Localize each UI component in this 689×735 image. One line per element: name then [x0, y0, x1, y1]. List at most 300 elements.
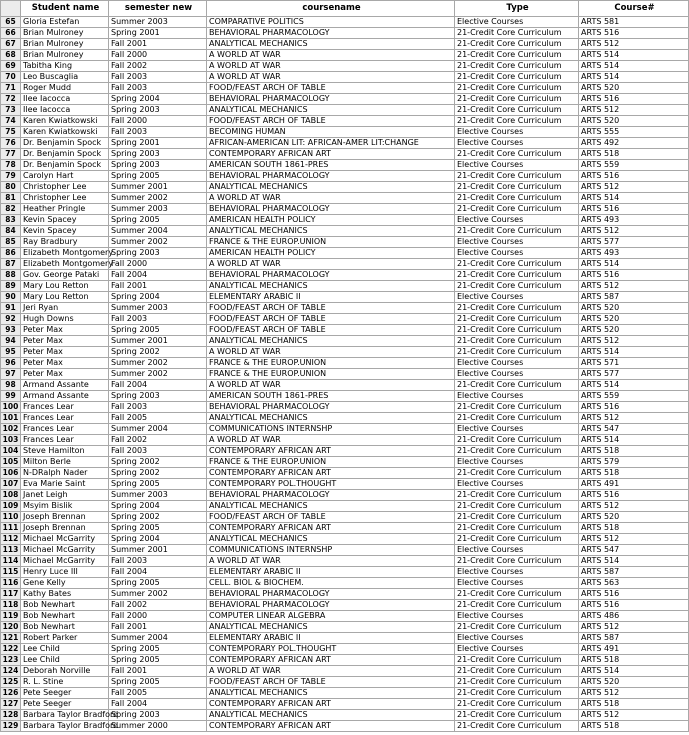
student-name-cell[interactable]: Christopher Lee: [21, 182, 109, 193]
course-number-cell[interactable]: ARTS 518: [579, 699, 689, 710]
type-cell[interactable]: 21-Credit Core Curriculum: [455, 556, 579, 567]
type-cell[interactable]: 21-Credit Core Curriculum: [455, 61, 579, 72]
course-number-cell[interactable]: ARTS 512: [579, 622, 689, 633]
row-number[interactable]: 67: [1, 39, 21, 50]
student-name-cell[interactable]: Michael McGarrity: [21, 556, 109, 567]
type-cell[interactable]: Elective Courses: [455, 127, 579, 138]
course-number-cell[interactable]: ARTS 559: [579, 160, 689, 171]
student-name-cell[interactable]: Bob Newhart: [21, 622, 109, 633]
type-cell[interactable]: 21-Credit Core Curriculum: [455, 655, 579, 666]
student-name-cell[interactable]: R. L. Stine: [21, 677, 109, 688]
course-number-cell[interactable]: ARTS 512: [579, 39, 689, 50]
type-cell[interactable]: Elective Courses: [455, 138, 579, 149]
semester-cell[interactable]: Summer 2003: [109, 303, 207, 314]
coursename-cell[interactable]: BEHAVIORAL PHARMACOLOGY: [207, 204, 455, 215]
course-number-cell[interactable]: ARTS 514: [579, 50, 689, 61]
type-cell[interactable]: 21-Credit Core Curriculum: [455, 204, 579, 215]
course-number-cell[interactable]: ARTS 512: [579, 501, 689, 512]
row-number[interactable]: 72: [1, 94, 21, 105]
semester-cell[interactable]: Spring 2003: [109, 105, 207, 116]
coursename-cell[interactable]: ANALYTICAL MECHANICS: [207, 688, 455, 699]
semester-cell[interactable]: Spring 2005: [109, 171, 207, 182]
coursename-cell[interactable]: COMMUNICATIONS INTERNSHP: [207, 545, 455, 556]
course-number-cell[interactable]: ARTS 512: [579, 710, 689, 721]
course-number-cell[interactable]: ARTS 514: [579, 193, 689, 204]
course-number-cell[interactable]: ARTS 491: [579, 644, 689, 655]
semester-cell[interactable]: Summer 2004: [109, 633, 207, 644]
type-cell[interactable]: 21-Credit Core Curriculum: [455, 72, 579, 83]
course-number-cell[interactable]: ARTS 547: [579, 424, 689, 435]
course-number-cell[interactable]: ARTS 493: [579, 248, 689, 259]
type-cell[interactable]: 21-Credit Core Curriculum: [455, 116, 579, 127]
course-number-cell[interactable]: ARTS 520: [579, 83, 689, 94]
student-name-cell[interactable]: Gene Kelly: [21, 578, 109, 589]
type-cell[interactable]: Elective Courses: [455, 391, 579, 402]
student-name-cell[interactable]: Deborah Norville: [21, 666, 109, 677]
type-cell[interactable]: 21-Credit Core Curriculum: [455, 589, 579, 600]
course-number-cell[interactable]: ARTS 587: [579, 292, 689, 303]
semester-cell[interactable]: Fall 2000: [109, 259, 207, 270]
row-number[interactable]: 123: [1, 655, 21, 666]
student-name-cell[interactable]: Gloria Estefan: [21, 17, 109, 28]
semester-cell[interactable]: Spring 2002: [109, 457, 207, 468]
semester-cell[interactable]: Fall 2001: [109, 281, 207, 292]
course-number-cell[interactable]: ARTS 520: [579, 677, 689, 688]
semester-cell[interactable]: Spring 2004: [109, 292, 207, 303]
coursename-cell[interactable]: CONTEMPORARY AFRICAN ART: [207, 721, 455, 732]
semester-cell[interactable]: Spring 2001: [109, 138, 207, 149]
row-number[interactable]: 93: [1, 325, 21, 336]
row-number[interactable]: 83: [1, 215, 21, 226]
row-number[interactable]: 74: [1, 116, 21, 127]
row-number[interactable]: 99: [1, 391, 21, 402]
student-name-cell[interactable]: Kevin Spacey: [21, 215, 109, 226]
coursename-cell[interactable]: ANALYTICAL MECHANICS: [207, 534, 455, 545]
course-number-cell[interactable]: ARTS 486: [579, 611, 689, 622]
row-number[interactable]: 110: [1, 512, 21, 523]
student-name-cell[interactable]: Armand Assante: [21, 391, 109, 402]
coursename-cell[interactable]: BEHAVIORAL PHARMACOLOGY: [207, 171, 455, 182]
type-cell[interactable]: 21-Credit Core Curriculum: [455, 105, 579, 116]
course-number-cell[interactable]: ARTS 516: [579, 28, 689, 39]
semester-cell[interactable]: Fall 2003: [109, 556, 207, 567]
course-number-cell[interactable]: ARTS 587: [579, 633, 689, 644]
student-name-cell[interactable]: Michael McGarrity: [21, 534, 109, 545]
semester-cell[interactable]: Summer 2001: [109, 182, 207, 193]
course-number-cell[interactable]: ARTS 520: [579, 116, 689, 127]
coursename-cell[interactable]: BEHAVIORAL PHARMACOLOGY: [207, 28, 455, 39]
row-number[interactable]: 86: [1, 248, 21, 259]
row-number[interactable]: 95: [1, 347, 21, 358]
course-number-cell[interactable]: ARTS 547: [579, 545, 689, 556]
coursename-cell[interactable]: AFRICAN-AMERICAN LIT: AFRICAN-AMER LIT:CHANGE: [207, 138, 455, 149]
type-cell[interactable]: 21-Credit Core Curriculum: [455, 721, 579, 732]
coursename-cell[interactable]: A WORLD AT WAR: [207, 72, 455, 83]
type-cell[interactable]: 21-Credit Core Curriculum: [455, 501, 579, 512]
row-number[interactable]: 122: [1, 644, 21, 655]
course-number-cell[interactable]: ARTS 514: [579, 380, 689, 391]
type-cell[interactable]: 21-Credit Core Curriculum: [455, 677, 579, 688]
semester-cell[interactable]: Spring 2003: [109, 710, 207, 721]
course-number-cell[interactable]: ARTS 518: [579, 523, 689, 534]
coursename-cell[interactable]: A WORLD AT WAR: [207, 61, 455, 72]
type-cell[interactable]: 21-Credit Core Curriculum: [455, 666, 579, 677]
coursename-cell[interactable]: BEHAVIORAL PHARMACOLOGY: [207, 490, 455, 501]
coursename-cell[interactable]: FRANCE & THE EUROP.UNION: [207, 457, 455, 468]
course-number-cell[interactable]: ARTS 516: [579, 589, 689, 600]
course-number-cell[interactable]: ARTS 516: [579, 270, 689, 281]
semester-cell[interactable]: Spring 2003: [109, 160, 207, 171]
student-name-cell[interactable]: Joseph Brennan: [21, 512, 109, 523]
coursename-cell[interactable]: ANALYTICAL MECHANICS: [207, 39, 455, 50]
type-cell[interactable]: Elective Courses: [455, 358, 579, 369]
row-number[interactable]: 77: [1, 149, 21, 160]
coursename-cell[interactable]: BEHAVIORAL PHARMACOLOGY: [207, 589, 455, 600]
row-number[interactable]: 113: [1, 545, 21, 556]
student-name-cell[interactable]: Gov. George Pataki: [21, 270, 109, 281]
coursename-cell[interactable]: FOOD/FEAST ARCH OF TABLE: [207, 116, 455, 127]
type-cell[interactable]: 21-Credit Core Curriculum: [455, 688, 579, 699]
row-number[interactable]: 109: [1, 501, 21, 512]
coursename-cell[interactable]: FOOD/FEAST ARCH OF TABLE: [207, 314, 455, 325]
row-number[interactable]: 114: [1, 556, 21, 567]
semester-cell[interactable]: Fall 2004: [109, 270, 207, 281]
coursename-cell[interactable]: FRANCE & THE EUROP.UNION: [207, 358, 455, 369]
type-cell[interactable]: 21-Credit Core Curriculum: [455, 347, 579, 358]
student-name-cell[interactable]: Eva Marie Saint: [21, 479, 109, 490]
type-cell[interactable]: 21-Credit Core Curriculum: [455, 314, 579, 325]
row-number[interactable]: 85: [1, 237, 21, 248]
semester-cell[interactable]: Spring 2002: [109, 468, 207, 479]
row-number[interactable]: 100: [1, 402, 21, 413]
type-cell[interactable]: Elective Courses: [455, 457, 579, 468]
type-cell[interactable]: Elective Courses: [455, 545, 579, 556]
semester-cell[interactable]: Spring 2005: [109, 325, 207, 336]
type-cell[interactable]: 21-Credit Core Curriculum: [455, 325, 579, 336]
semester-cell[interactable]: Fall 2000: [109, 116, 207, 127]
coursename-cell[interactable]: A WORLD AT WAR: [207, 50, 455, 61]
type-cell[interactable]: 21-Credit Core Curriculum: [455, 523, 579, 534]
student-name-cell[interactable]: Janet Leigh: [21, 490, 109, 501]
type-cell[interactable]: Elective Courses: [455, 644, 579, 655]
student-name-cell[interactable]: Brian Mulroney: [21, 39, 109, 50]
row-number[interactable]: 79: [1, 171, 21, 182]
row-number[interactable]: 73: [1, 105, 21, 116]
semester-cell[interactable]: Spring 2004: [109, 534, 207, 545]
type-cell[interactable]: 21-Credit Core Curriculum: [455, 303, 579, 314]
semester-cell[interactable]: Fall 2000: [109, 611, 207, 622]
row-number[interactable]: 75: [1, 127, 21, 138]
coursename-cell[interactable]: A WORLD AT WAR: [207, 666, 455, 677]
semester-cell[interactable]: Spring 2005: [109, 677, 207, 688]
type-cell[interactable]: 21-Credit Core Curriculum: [455, 468, 579, 479]
row-number[interactable]: 80: [1, 182, 21, 193]
student-name-cell[interactable]: Jeri Ryan: [21, 303, 109, 314]
semester-cell[interactable]: Fall 2003: [109, 402, 207, 413]
row-number[interactable]: 82: [1, 204, 21, 215]
coursename-cell[interactable]: A WORLD AT WAR: [207, 259, 455, 270]
student-name-cell[interactable]: Carolyn Hart: [21, 171, 109, 182]
course-number-cell[interactable]: ARTS 512: [579, 105, 689, 116]
row-number[interactable]: 78: [1, 160, 21, 171]
row-number[interactable]: 101: [1, 413, 21, 424]
student-name-cell[interactable]: Dr. Benjamin Spock: [21, 149, 109, 160]
coursename-cell[interactable]: CONTEMPORARY POL.THOUGHT: [207, 479, 455, 490]
type-cell[interactable]: 21-Credit Core Curriculum: [455, 50, 579, 61]
coursename-cell[interactable]: A WORLD AT WAR: [207, 380, 455, 391]
student-name-cell[interactable]: Lee Child: [21, 655, 109, 666]
row-number[interactable]: 103: [1, 435, 21, 446]
type-cell[interactable]: Elective Courses: [455, 248, 579, 259]
coursename-cell[interactable]: ANALYTICAL MECHANICS: [207, 182, 455, 193]
semester-cell[interactable]: Fall 2005: [109, 688, 207, 699]
course-number-cell[interactable]: ARTS 512: [579, 226, 689, 237]
row-number[interactable]: 125: [1, 677, 21, 688]
column-header-course-number[interactable]: Course#: [579, 1, 689, 17]
course-number-cell[interactable]: ARTS 514: [579, 666, 689, 677]
course-number-cell[interactable]: ARTS 581: [579, 17, 689, 28]
type-cell[interactable]: 21-Credit Core Curriculum: [455, 490, 579, 501]
column-header-coursename[interactable]: coursename: [207, 1, 455, 17]
type-cell[interactable]: 21-Credit Core Curriculum: [455, 413, 579, 424]
row-number[interactable]: 126: [1, 688, 21, 699]
row-number[interactable]: 87: [1, 259, 21, 270]
course-number-cell[interactable]: ARTS 518: [579, 721, 689, 732]
type-cell[interactable]: 21-Credit Core Curriculum: [455, 600, 579, 611]
student-name-cell[interactable]: Pete Seeger: [21, 688, 109, 699]
course-number-cell[interactable]: ARTS 520: [579, 512, 689, 523]
row-number[interactable]: 71: [1, 83, 21, 94]
semester-cell[interactable]: Fall 2001: [109, 622, 207, 633]
type-cell[interactable]: 21-Credit Core Curriculum: [455, 259, 579, 270]
coursename-cell[interactable]: ELEMENTARY ARABIC II: [207, 292, 455, 303]
type-cell[interactable]: 21-Credit Core Curriculum: [455, 534, 579, 545]
semester-cell[interactable]: Fall 2001: [109, 39, 207, 50]
coursename-cell[interactable]: ANALYTICAL MECHANICS: [207, 281, 455, 292]
student-name-cell[interactable]: Ray Bradbury: [21, 237, 109, 248]
coursename-cell[interactable]: ELEMENTARY ARABIC II: [207, 633, 455, 644]
coursename-cell[interactable]: FRANCE & THE EUROP.UNION: [207, 369, 455, 380]
type-cell[interactable]: Elective Courses: [455, 215, 579, 226]
semester-cell[interactable]: Spring 2003: [109, 248, 207, 259]
semester-cell[interactable]: Summer 2002: [109, 193, 207, 204]
student-name-cell[interactable]: Kevin Spacey: [21, 226, 109, 237]
student-name-cell[interactable]: Peter Max: [21, 336, 109, 347]
semester-cell[interactable]: Fall 2003: [109, 72, 207, 83]
row-number[interactable]: 94: [1, 336, 21, 347]
course-number-cell[interactable]: ARTS 514: [579, 259, 689, 270]
row-number[interactable]: 117: [1, 589, 21, 600]
student-name-cell[interactable]: Msyim Bislik: [21, 501, 109, 512]
student-name-cell[interactable]: Frances Lear: [21, 424, 109, 435]
type-cell[interactable]: 21-Credit Core Curriculum: [455, 193, 579, 204]
course-number-cell[interactable]: ARTS 512: [579, 281, 689, 292]
course-number-cell[interactable]: ARTS 577: [579, 237, 689, 248]
course-number-cell[interactable]: ARTS 514: [579, 72, 689, 83]
student-name-cell[interactable]: Elizabeth Montgomery: [21, 248, 109, 259]
row-number[interactable]: 81: [1, 193, 21, 204]
semester-cell[interactable]: Summer 2003: [109, 490, 207, 501]
semester-cell[interactable]: Spring 2005: [109, 523, 207, 534]
student-name-cell[interactable]: Elizabeth Montgomery: [21, 259, 109, 270]
type-cell[interactable]: 21-Credit Core Curriculum: [455, 83, 579, 94]
course-number-cell[interactable]: ARTS 493: [579, 215, 689, 226]
course-number-cell[interactable]: ARTS 516: [579, 94, 689, 105]
coursename-cell[interactable]: CELL. BIOL & BIOCHEM.: [207, 578, 455, 589]
student-name-cell[interactable]: Barbara Taylor Bradford: [21, 721, 109, 732]
semester-cell[interactable]: Spring 2005: [109, 578, 207, 589]
row-number[interactable]: 128: [1, 710, 21, 721]
type-cell[interactable]: Elective Courses: [455, 479, 579, 490]
student-name-cell[interactable]: Robert Parker: [21, 633, 109, 644]
course-number-cell[interactable]: ARTS 518: [579, 468, 689, 479]
course-number-cell[interactable]: ARTS 563: [579, 578, 689, 589]
coursename-cell[interactable]: ANALYTICAL MECHANICS: [207, 622, 455, 633]
type-cell[interactable]: 21-Credit Core Curriculum: [455, 149, 579, 160]
coursename-cell[interactable]: AMERICAN SOUTH 1861-PRES: [207, 391, 455, 402]
student-name-cell[interactable]: Frances Lear: [21, 402, 109, 413]
student-name-cell[interactable]: Milton Berle: [21, 457, 109, 468]
type-cell[interactable]: 21-Credit Core Curriculum: [455, 446, 579, 457]
semester-cell[interactable]: Summer 2002: [109, 369, 207, 380]
column-header-semester[interactable]: semester new: [109, 1, 207, 17]
coursename-cell[interactable]: BEHAVIORAL PHARMACOLOGY: [207, 270, 455, 281]
type-cell[interactable]: 21-Credit Core Curriculum: [455, 710, 579, 721]
student-name-cell[interactable]: Pete Seeger: [21, 699, 109, 710]
type-cell[interactable]: Elective Courses: [455, 567, 579, 578]
type-cell[interactable]: Elective Courses: [455, 369, 579, 380]
row-number[interactable]: 90: [1, 292, 21, 303]
type-cell[interactable]: 21-Credit Core Curriculum: [455, 171, 579, 182]
student-name-cell[interactable]: Lee Child: [21, 644, 109, 655]
semester-cell[interactable]: Spring 2002: [109, 512, 207, 523]
student-name-cell[interactable]: Kathy Bates: [21, 589, 109, 600]
coursename-cell[interactable]: CONTEMPORARY POL.THOUGHT: [207, 644, 455, 655]
semester-cell[interactable]: Summer 2002: [109, 589, 207, 600]
coursename-cell[interactable]: BEHAVIORAL PHARMACOLOGY: [207, 94, 455, 105]
student-name-cell[interactable]: Tabitha King: [21, 61, 109, 72]
student-name-cell[interactable]: Peter Max: [21, 369, 109, 380]
student-name-cell[interactable]: Dr. Benjamin Spock: [21, 160, 109, 171]
row-number[interactable]: 91: [1, 303, 21, 314]
coursename-cell[interactable]: COMPARATIVE POLITICS: [207, 17, 455, 28]
coursename-cell[interactable]: CONTEMPORARY AFRICAN ART: [207, 523, 455, 534]
course-number-cell[interactable]: ARTS 512: [579, 413, 689, 424]
semester-cell[interactable]: Summer 2002: [109, 237, 207, 248]
row-number[interactable]: 102: [1, 424, 21, 435]
type-cell[interactable]: Elective Courses: [455, 633, 579, 644]
type-cell[interactable]: 21-Credit Core Curriculum: [455, 380, 579, 391]
type-cell[interactable]: 21-Credit Core Curriculum: [455, 39, 579, 50]
student-name-cell[interactable]: Ilee Iacocca: [21, 94, 109, 105]
semester-cell[interactable]: Summer 2001: [109, 545, 207, 556]
course-number-cell[interactable]: ARTS 512: [579, 688, 689, 699]
type-cell[interactable]: 21-Credit Core Curriculum: [455, 402, 579, 413]
coursename-cell[interactable]: ANALYTICAL MECHANICS: [207, 413, 455, 424]
course-number-cell[interactable]: ARTS 516: [579, 204, 689, 215]
coursename-cell[interactable]: FOOD/FEAST ARCH OF TABLE: [207, 83, 455, 94]
semester-cell[interactable]: Fall 2004: [109, 380, 207, 391]
row-number[interactable]: 115: [1, 567, 21, 578]
semester-cell[interactable]: Spring 2005: [109, 215, 207, 226]
student-name-cell[interactable]: Dr. Benjamin Spock: [21, 138, 109, 149]
semester-cell[interactable]: Spring 2001: [109, 28, 207, 39]
coursename-cell[interactable]: FOOD/FEAST ARCH OF TABLE: [207, 303, 455, 314]
row-number[interactable]: 124: [1, 666, 21, 677]
semester-cell[interactable]: Summer 2003: [109, 17, 207, 28]
coursename-cell[interactable]: BEHAVIORAL PHARMACOLOGY: [207, 600, 455, 611]
course-number-cell[interactable]: ARTS 587: [579, 567, 689, 578]
type-cell[interactable]: Elective Courses: [455, 292, 579, 303]
type-cell[interactable]: 21-Credit Core Curriculum: [455, 512, 579, 523]
type-cell[interactable]: 21-Credit Core Curriculum: [455, 28, 579, 39]
student-name-cell[interactable]: Mary Lou Retton: [21, 281, 109, 292]
course-number-cell[interactable]: ARTS 518: [579, 655, 689, 666]
student-name-cell[interactable]: Frances Lear: [21, 435, 109, 446]
row-number[interactable]: 112: [1, 534, 21, 545]
semester-cell[interactable]: Spring 2004: [109, 94, 207, 105]
student-name-cell[interactable]: Bob Newhart: [21, 611, 109, 622]
course-number-cell[interactable]: ARTS 512: [579, 336, 689, 347]
student-name-cell[interactable]: Barbara Taylor Bradford: [21, 710, 109, 721]
student-name-cell[interactable]: Henry Luce III: [21, 567, 109, 578]
semester-cell[interactable]: Fall 2004: [109, 699, 207, 710]
row-number[interactable]: 120: [1, 622, 21, 633]
semester-cell[interactable]: Spring 2003: [109, 391, 207, 402]
course-number-cell[interactable]: ARTS 571: [579, 358, 689, 369]
student-name-cell[interactable]: Peter Max: [21, 358, 109, 369]
type-cell[interactable]: Elective Courses: [455, 578, 579, 589]
course-number-cell[interactable]: ARTS 516: [579, 600, 689, 611]
row-number[interactable]: 70: [1, 72, 21, 83]
student-name-cell[interactable]: N-DRalph Nader: [21, 468, 109, 479]
type-cell[interactable]: 21-Credit Core Curriculum: [455, 699, 579, 710]
column-header-type[interactable]: Type: [455, 1, 579, 17]
student-name-cell[interactable]: Peter Max: [21, 325, 109, 336]
coursename-cell[interactable]: CONTEMPORARY AFRICAN ART: [207, 655, 455, 666]
student-name-cell[interactable]: Hugh Downs: [21, 314, 109, 325]
row-number[interactable]: 96: [1, 358, 21, 369]
row-number[interactable]: 98: [1, 380, 21, 391]
student-name-cell[interactable]: Roger Mudd: [21, 83, 109, 94]
coursename-cell[interactable]: AMERICAN HEALTH POLICY: [207, 215, 455, 226]
row-number[interactable]: 65: [1, 17, 21, 28]
coursename-cell[interactable]: BEHAVIORAL PHARMACOLOGY: [207, 402, 455, 413]
course-number-cell[interactable]: ARTS 516: [579, 490, 689, 501]
student-name-cell[interactable]: Michael McGarrity: [21, 545, 109, 556]
semester-cell[interactable]: Spring 2002: [109, 347, 207, 358]
semester-cell[interactable]: Summer 2002: [109, 358, 207, 369]
student-name-cell[interactable]: Brian Mulroney: [21, 28, 109, 39]
semester-cell[interactable]: Fall 2000: [109, 50, 207, 61]
coursename-cell[interactable]: ELEMENTARY ARABIC II: [207, 567, 455, 578]
type-cell[interactable]: Elective Courses: [455, 424, 579, 435]
semester-cell[interactable]: Summer 2003: [109, 204, 207, 215]
corner-cell[interactable]: [1, 1, 21, 17]
coursename-cell[interactable]: A WORLD AT WAR: [207, 556, 455, 567]
row-number[interactable]: 66: [1, 28, 21, 39]
course-number-cell[interactable]: ARTS 512: [579, 534, 689, 545]
type-cell[interactable]: Elective Courses: [455, 17, 579, 28]
coursename-cell[interactable]: ANALYTICAL MECHANICS: [207, 336, 455, 347]
coursename-cell[interactable]: AMERICAN HEALTH POLICY: [207, 248, 455, 259]
row-number[interactable]: 119: [1, 611, 21, 622]
type-cell[interactable]: 21-Credit Core Curriculum: [455, 94, 579, 105]
course-number-cell[interactable]: ARTS 516: [579, 402, 689, 413]
coursename-cell[interactable]: ANALYTICAL MECHANICS: [207, 710, 455, 721]
type-cell[interactable]: 21-Credit Core Curriculum: [455, 622, 579, 633]
course-number-cell[interactable]: ARTS 555: [579, 127, 689, 138]
